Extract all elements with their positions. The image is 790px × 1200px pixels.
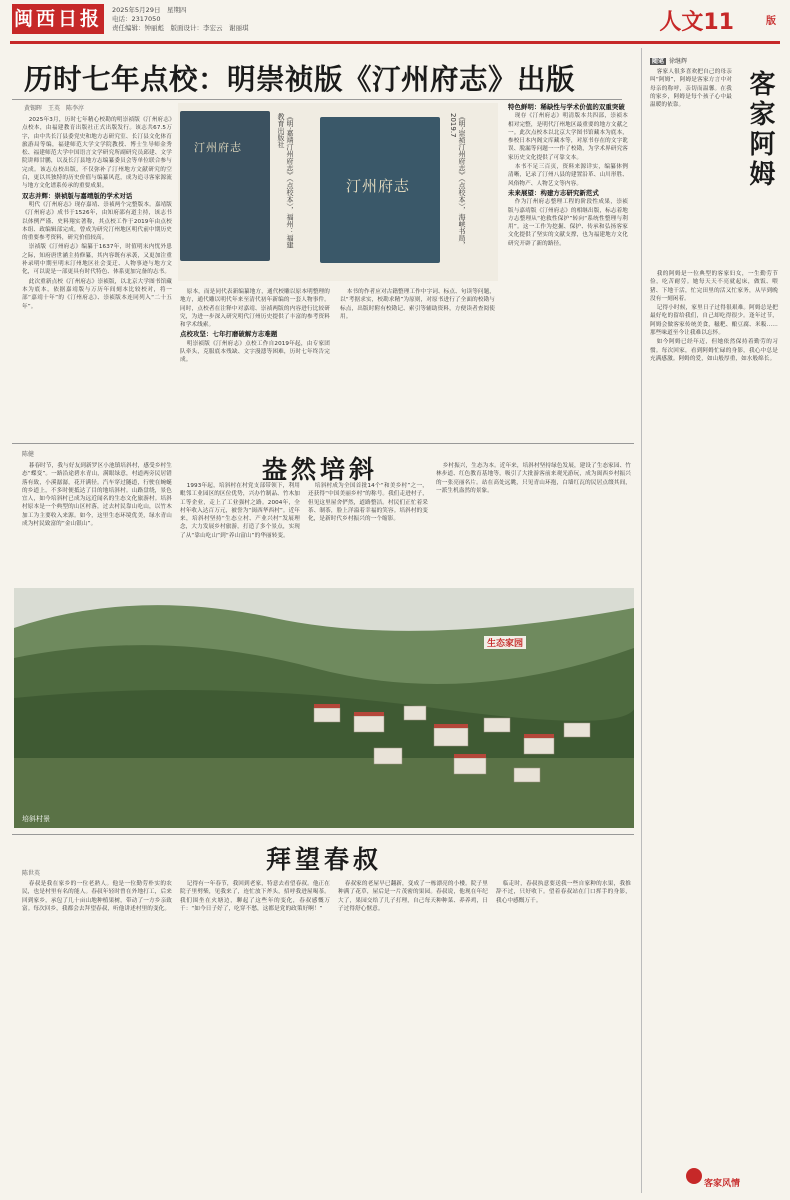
story4-headline: 客家阿姆 <box>745 70 775 190</box>
story4-body: 我的阿姆是一位典型的客家妇女，一生勤劳节俭，吃苦耐劳。她每天天不亮就起床，做饭、喂猪、下地干活，忙完田里的活又忙家务，从早到晚没有一刻闲着。 记得小时候，家里日子过得很艰难。阿姆总是把最好吃的留给我们，自己却吃得很少。逢年过节，阿姆会做客家传统美食，糍粑、酿豆腐、米粄……那些味道至今让我难以忘怀。 如今阿姆已经年迈，但她依然保持着勤劳的习惯。每次回家，看到阿姆忙碌的身影，我心中总是充满感激。阿姆的爱，如山般厚重，如水般绵长。 <box>650 271 778 362</box>
story3-headline: 拜望春叔 <box>266 845 383 874</box>
story3-col4: 临走时，春叔执意要送我一些自家种的水果，我推辞不过，只好收下。望着春叔站在门口挥手的身影，我心中感慨万千。 <box>496 881 631 904</box>
story1-col4: 特色鲜明：稀缺性与学术价值的双重突破 现存《汀州府志》明清版本共四部，崇祯本相对完整，是明代汀州地区最重要的地方文献之一。此次点校本以北京大学图书馆藏本为底本，参校日本内阁文库藏本等，对原书存在的文字讹误、脱漏等问题一一作了校勘，为学术界研究客家历史文化提供了可靠文本。 本书不足三百页，资料来源详实，编纂体例清晰，记录了汀州八县的建置沿革、山川形胜、风俗物产、人物艺文等内容。 未来展望：构建方志研究新范式 作为汀州府志整理工程的阶段性成果，崇祯版与嘉靖版《汀州府志》的相继出版，标志着地方志整理从“抢救性保护”转向“系统性整理与利用”。这一工作为挖掘、保护、传承和弘扬客家文化提供了坚实的文献支撑，也为福建地方文化研究开辟了新的路径。 <box>508 103 628 247</box>
story4-tag: 随笔 徐继辉 <box>652 58 688 65</box>
masthead-info <box>112 6 249 33</box>
book-right-cover: 汀州府志 <box>320 117 440 263</box>
story3-byline: 陈世英 <box>22 870 41 877</box>
story3-col2: 记得有一年春节，我回到老家，特意去看望春叔。他正在院子里劈柴，见我来了，连忙放下斧头，招呼我进屋喝茶。我们围坐在火塘边，聊起了这些年的变化，春叔感慨万千：“如今日子好了，吃穿不愁，这都是党的政策好啊！” <box>180 881 330 912</box>
kejia-fengqing-stamp: 客家风情 <box>704 1179 741 1189</box>
story1-byline: 黄锡晖 王英 陈李淳 <box>24 105 85 112</box>
divider <box>12 99 622 100</box>
masthead-rule <box>10 41 780 44</box>
story1-col3a: 本书的作者应对古籍整理工作中字词、标点、句读等问题，以“考据求实，校勘求精”为原则，对原书进行了全面的校勘与标点，出版时附有校勘记、索引等辅助资料，方便读者查阅使用。 <box>340 289 495 320</box>
masthead-logo: 闽西日报 <box>12 4 104 34</box>
story4-intro: 客家人很多喜欢把自己的母亲叫“阿姆”，阿姆是客家方言中对母亲的称呼，亲切而温馨。在我的家乡，阿姆是每个孩子心中最温暖的依靠。 <box>650 69 732 109</box>
page-label: 版 <box>766 16 776 27</box>
phone-line: 电话：2317050 <box>112 15 161 23</box>
story1-col2: 原本，而是同代表新编纂地方，通代校雕以原本明整理的地方，通代雕以明代年来至清代初年新编的一套人物事件。同时，点校者在注释中对嘉靖、崇祯两版的内容进行比较研究，为进一步深入研究明代汀州历史提供了丰富的参考资料和学术线索。 点校攻坚：七年打磨破解方志难题 明崇祯版《汀州府志》点校工作自2019年起，由专家团队牵头，克服底本残缺、文字漫漶等困难，历时七年终告完成。 <box>180 289 330 364</box>
book-left-cover: 汀州府志 <box>180 111 270 261</box>
village-photo <box>14 588 634 828</box>
book-left-info: 《明·嘉靖汀州府志》（点校本），福州：福建教育出版社 <box>277 113 294 249</box>
date-line: 2025年5月29日 星期四 <box>112 6 187 14</box>
story3-col1: 春叔是我在家乡的一位老熟人。他是一位勤劳朴实的农民，也是村里有名的能人。春叔年轻时曾在外地打工，后来回到家乡，承包了几十亩山地种植果树，带动了一方乡亲致富。每次回乡，我都会去拜望春叔，听他讲述村里的变化。 <box>22 881 172 912</box>
story1-col1: 2025年3月，历时七年精心校勘的明崇祯版《汀州府志》点校本，由福建教育出版社正式出版发行。该志共67.5万字，由中共长汀县委党史和地方志研究室、长汀县文化体育旅游局等编，福建师范大学文学院教授、博士生导师金秀松、福建师范大学中国语言文学研究所副研究员邱建、文学院讲师甘鹏，以及长汀县地方志编纂委员会等单位联合参与完成。该志点校出版，不仅弥补了汀州地方文献研究的空白，更以其独特的历史价值与编纂风范，成为追寻客家源流与地方文化谱系传承的重要成果。 双志并辉：崇祯版与嘉靖版的学术对话 明代《汀州府志》现存嘉靖、崇祯两个完整版本。嘉靖版《汀州府志》成书于1526年，由知府邵有道主持，该志书以体例严谨、史料翔实著称，其点校工作于2019年由点校本组、政编辑部完成，曾成为研究汀州地区明代前中期历史的重要参考资料，研究价值较高。 崇祯版《汀州府志》编纂于1637年，时值明末内忧外患之际，知府唐世涵主持修纂，其内容既有承袭，又更加注重补录明中期至明末汀州地区社会变迁、人物事迹与地方文化，可以说是一部更具有时代特色、体系更加完备的志书。 此次重新点校《汀州府志》崇祯版，以北京大学图书馆藏本为底本，依据嘉靖版与万历年间刻本比较校对，将一部“嘉靖十年”的《汀州府志》、崇祯版本连同列入“二十五年”。 <box>22 117 172 310</box>
flower-icon <box>686 1168 702 1184</box>
village-landscape <box>14 588 634 828</box>
story2-col1: 暮春时节，我与好友到新罗区小池镇培斜村，感受乡村生态“蝶变”。一路沿途碧水青山，满眼绿意，村道两旁民居错落有致，小溪潺潺，花开满径。汽车穿过隧道，行驶在蜿蜒的乡道上，不多时便抵达了目的地培斜村。山路盘绕，景色宜人，如今培斜村已成为远近闻名的生态文化旅游村。培斜村原本是一个典型的山区村落，过去村民靠山吃山，以竹木加工为主要收入来源。如今，这里生态环境优美，绿水青山成为村民致富的“金山银山”。 <box>22 463 172 528</box>
editor-line: 责任编辑：钟丽彪 版面设计：李宏云 谢丽琪 <box>112 24 249 32</box>
story3-col3: 春叔家的老屋早已翻新，变成了一栋漂亮的小楼。院子里种满了花草，屋后是一片茂密的果园。春叔说，他现在年纪大了，果园交给了儿子打理，自己每天种种菜、养养鸡，日子过得舒心惬意。 <box>338 881 488 912</box>
book-photo <box>178 103 498 281</box>
story2-byline: 陈健 <box>22 451 35 458</box>
story2-col2: 1993年起，培斜村在村党支部带领下，利用毗邻工业园区的区位优势，兴办竹制品、竹木加工等企业，走上了工业强村之路。2004年，全村年收入达百万元，被誉为“闽西华西村”。近年来，培斜村坚持“生态立村、产业兴村”发展理念，大力发展乡村旅游，打造了多个景点，实现了从“靠山吃山”到“养山富山”的华丽转变。 <box>180 483 300 539</box>
story2-col3: 培斜村成为全国首批14个“和美乡村”之一，还获得“中国美丽乡村”的称号。我们走进村子，但见这里屋舍俨然，道路整洁。村民们正忙着采茶、制茶，脸上洋溢着幸福的笑容。培斜村的变化，是新时代乡村振兴的一个缩影。 <box>308 483 428 523</box>
story2-col4: 乡村振兴，生态为本。近年来，培斜村坚持绿色发展，建设了生态家园、竹林步道、红色教育基地等，吸引了大批游客前来观光游玩，成为闽西乡村振兴的一张亮丽名片。站在高处远眺，只见青山环抱，白墙红瓦的民居点缀其间，一派生机盎然的景象。 <box>436 463 631 494</box>
eco-home-sign: 生态家园 <box>484 636 526 649</box>
section-title: 人文11 <box>659 10 734 35</box>
story2-headline: 盎然培斜 <box>262 455 379 484</box>
book-right-info: 《明·崇祯汀州府志》（点校本），海峡书局，2019.7 <box>449 113 466 249</box>
divider <box>12 834 634 835</box>
photo-caption: 培斜村景 <box>22 815 50 823</box>
story1-headline: 历时七年点校：明崇祯版《汀州府志》出版 <box>24 62 576 96</box>
column-separator <box>641 48 642 1193</box>
divider <box>12 443 634 444</box>
